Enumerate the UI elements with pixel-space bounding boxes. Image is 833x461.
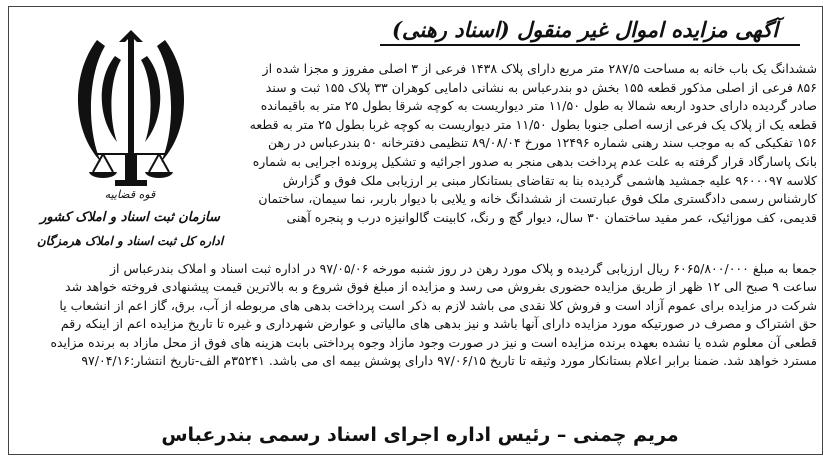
organization-block bbox=[15, 28, 225, 276]
body-line: قطعه یک از پلاک یک فرعی ازسه اصلی جنوبا بطول ۱۱/۵۰ متر دیواریست به کوچه غربا بطول ۲۵ متر به قطعه bbox=[249, 116, 817, 132]
body-line: صادر گردیده دارای حدود اربعه شمالا به طول ۱۱/۵۰ متر دیواریست به کوچه شرقا بطول ۲۵ متر به باقیمانده bbox=[260, 98, 817, 114]
body-line: ششدانگ یک باب خانه به مساحت ۲۸۷/۵ متر مربع دارای پلاک ۱۴۳۸ فرعی از ۳ اصلی مفروز و مجزا شده از bbox=[262, 61, 817, 76]
body-line: بانک پاسارگاد قرار گرفته به علت عدم پرداخت بدهی منجر به صدور اجرائیه و تشکیل پرونده اجرایی به شماره bbox=[252, 153, 817, 169]
iran-emblem-icon bbox=[75, 30, 187, 188]
body-line: کارشناس رسمی دادگستری ملک فوق عبارتست از ششدانگ خانه و یلایی با دیوار باربر، نما سیمان، ساختمان bbox=[258, 191, 817, 207]
body-line: ساعت ۹ صبح الی ۱۲ ظهر از طریق مزایده حضوری بفروش می رسد و مزایده از مبلغ فوق شروع و به بالاترین قیمت پیشنهادی فروخته خواهد شد bbox=[65, 279, 817, 295]
signature-line: مریم چمنی – رئیس اداره اجرای اسناد رسمی بندرعباس bbox=[161, 424, 679, 446]
body-line: کلاسه ۹۶۰۰۰۹۷ علیه جمشید هاشمی گردیده بنا به تقاضای بستانکار مبنی بر ارزیابی ملک فوق و گزارش bbox=[282, 172, 817, 188]
body-line: حق اشتراک و مصرف در صورتیکه مورد مزایده دارای آنها باشد و نیز بدهی های مالیاتی و عوارض شهرداری و غیره تا تاریخ مزایده اعم از اینکه رقم bbox=[60, 316, 817, 332]
body-line: جمعا به مبلغ ۶۰۶۵/۸۰۰/۰۰۰ ریال ارزیابی گردیده و پلاک مورد رهن در روز شنبه مورخه ۹۷/۰۵/۰۶ در اداره ثبت اسناد و املاک بندرعباس از bbox=[110, 261, 817, 276]
title-underline bbox=[380, 44, 800, 46]
body-line: قطعی آن معلوم شده یا نشده بعهده برنده مزایده است و نیز در صورت وجود مازاد وجوه پرداختی بابت هزینه های فوق از محل مازاد به برنده مزایده bbox=[50, 334, 817, 350]
body-line: شرکت در مزایده برای عموم آزاد است و فروش کلا نقدی می باشد لازم به ذکر است پرداخت بدهی های مربوطه از آب، برق، گاز اعم از انشعاب یا bbox=[59, 297, 817, 313]
notice-title: آگهی مزایده اموال غیر منقول (اسناد رهنی) bbox=[391, 17, 779, 42]
body-line: ۸۵۶ فرعی از اصلی مذکور قطعه ۱۵۵ بخش دو بندرعباس به نشانی دامایی کوهران ۳۳ پلاک ۱۵۵ ثبت و سند bbox=[265, 79, 817, 95]
body-line: قدیمی، کف موزائیک، عمر مفید ساختمان ۳۰ سال، دیوار گچ و رنگ، کابینت گالوانیزه درب و پنجره آهنی bbox=[286, 209, 817, 225]
judiciary-label: قوه قضاییه bbox=[104, 188, 156, 201]
body-line: مسترد خواهد شد. ضمنا برابر اعلام بستانکار مورد وثیقه تا تاریخ ۹۷/۰۶/۱۵ دارای پوشش بیمه ای می باشد. ۳۵۲۴۱م الف-تاریخ انتشار:۹۷/۰۴/۱۶ bbox=[81, 353, 817, 369]
registration-organization-label: سازمان ثبت اسناد و املاک کشور bbox=[40, 210, 220, 225]
provincial-office-label: اداره کل ثبت اسناد و املاک هرمزگان bbox=[36, 234, 224, 248]
notice-body-bottom bbox=[14, 260, 817, 370]
notice-body-top bbox=[232, 60, 817, 227]
body-line: ۱۵۶ تفکیکی که به موجب سند رهنی شماره ۱۲۴۹۶ مورخ ۸۹/۰۸/۰۴ تنظیمی دفترخانه ۵۰ بندرعباس در رهن bbox=[267, 135, 817, 151]
